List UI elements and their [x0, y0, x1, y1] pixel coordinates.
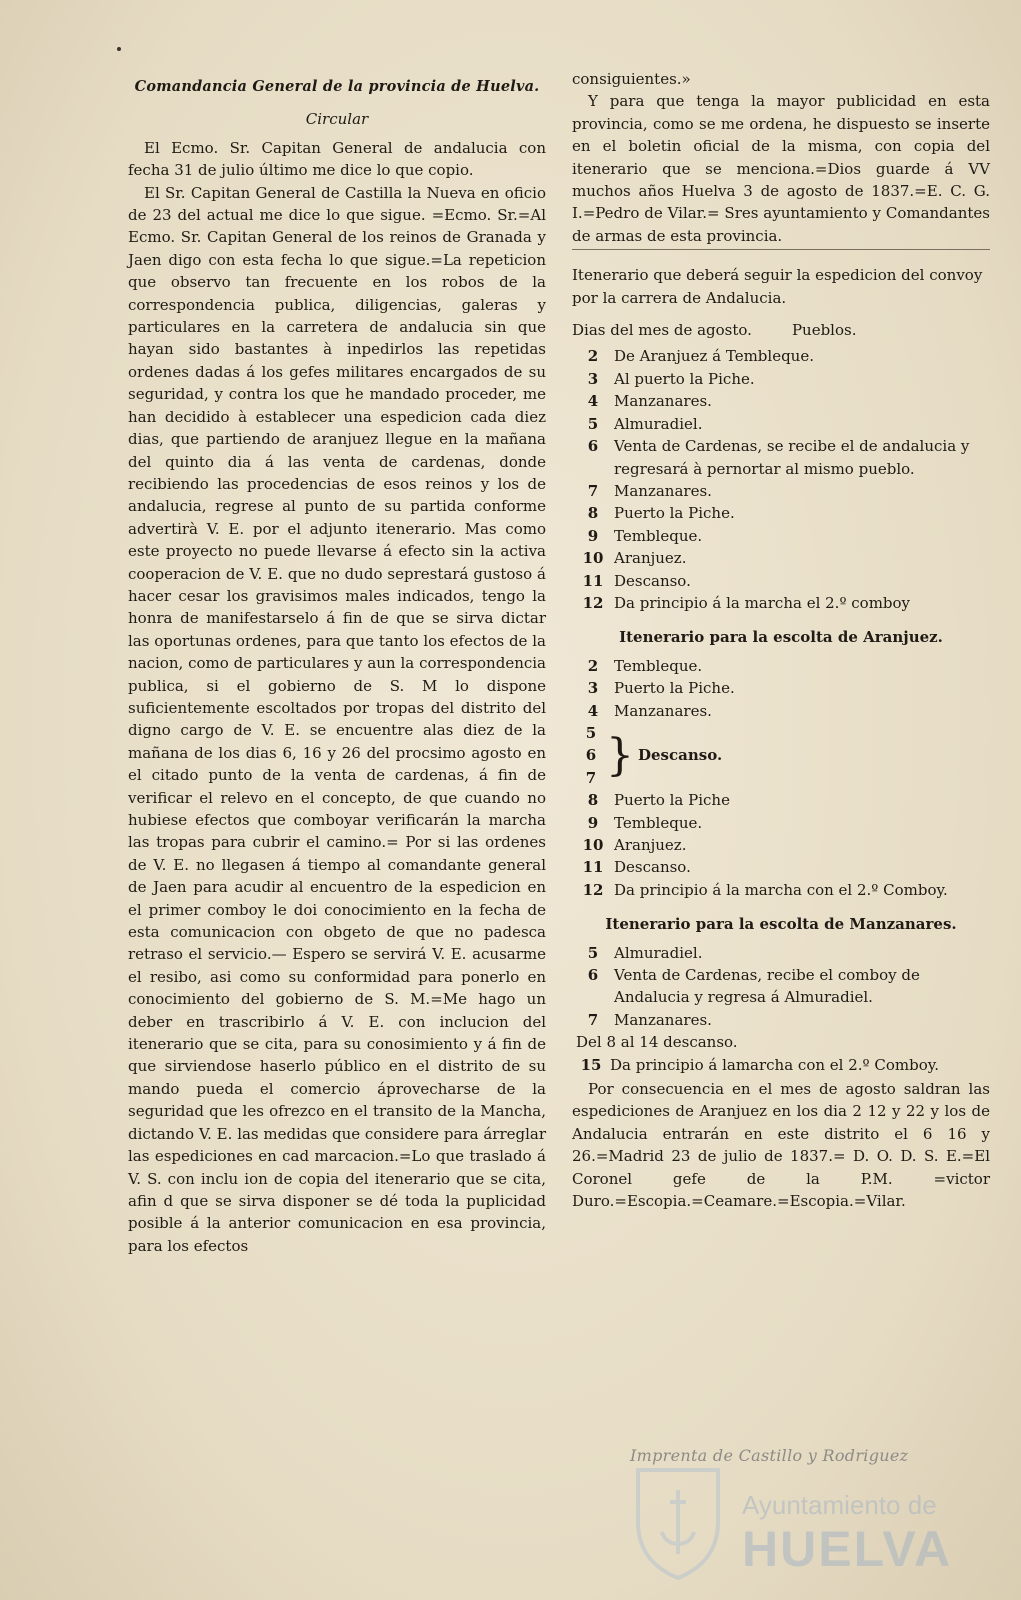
day-cell: 7 — [587, 1010, 599, 1029]
itinerary-row — [572, 390, 990, 412]
day-cell: 3 — [587, 679, 599, 698]
itinerary-3-table — [572, 942, 990, 1032]
day-cell: 5 — [587, 414, 599, 433]
place-cell: Manzanares. — [614, 481, 712, 500]
day-cell: 11 — [582, 858, 604, 877]
itinerary-row — [572, 547, 990, 569]
circular-title: Circular — [305, 110, 369, 129]
place-cell: Manzanares. — [614, 1010, 712, 1029]
itinerary-row — [572, 502, 990, 524]
printer-imprint: Imprenta de Castillo y Rodriguez — [630, 1446, 909, 1465]
day-cell: 3 — [587, 369, 599, 388]
day-cell: 11 — [582, 571, 604, 590]
left-column — [128, 68, 546, 1257]
itinerary-2-table-top — [572, 655, 990, 722]
day-cell: 6 — [587, 437, 599, 456]
day-cell: 4 — [587, 701, 599, 720]
brace-place: Descanso. — [638, 746, 723, 765]
itinerary-row — [572, 592, 990, 614]
place-cell: Al puerto la Piche. — [614, 369, 755, 388]
place-cell: Tembleque. — [614, 526, 703, 545]
day-cell: 6 — [587, 966, 599, 985]
place-cell: Da principio á la marcha con el 2.º Comboy. — [614, 880, 948, 899]
itinerary-row — [572, 942, 990, 964]
day-cell: 10 — [582, 549, 604, 568]
itinerary-row — [572, 834, 990, 856]
itinerary-row — [572, 812, 990, 834]
itinerary-row — [572, 435, 990, 480]
itinerary-2-title: Itenerario para la escolta de Aranjuez. — [619, 628, 943, 647]
place-cell: Da principio á la marcha el 2.º comboy — [614, 593, 911, 612]
place-cell: Descanso. — [614, 858, 691, 877]
day-cell: 2 — [587, 656, 599, 675]
itinerary-row — [572, 345, 990, 367]
ink-spot — [117, 47, 121, 51]
place-cell: Manzanares. — [614, 701, 712, 720]
day-cell: 10 — [582, 836, 604, 854]
day-cell: 8 — [587, 504, 599, 523]
place-cell: De Aranjuez á Tembleque. — [614, 347, 814, 366]
city-shield-icon — [628, 1462, 728, 1580]
itinerary-1-towns-header: Pueblos. — [791, 321, 857, 340]
right-column — [572, 68, 990, 1213]
place-cell: Da principio á lamarcha con el 2.º Comboy. — [610, 1055, 939, 1074]
place-cell: Manzanares. — [614, 392, 712, 411]
itinerary-row — [572, 789, 990, 811]
day-cell: 12 — [582, 880, 604, 899]
itinerary-2-brace-group — [572, 722, 990, 789]
right-intro-paragraph: Y para que tenga la mayor publicidad en esta provincia, como se me ordena, he dispuesto se inserte en el boletin oficial de la misma, con copia del itenerario que se menciona.=Dios guarde á VV muchos años Huelva 3 de agosto de 1837.=E. C. G. I.=Pedro de Vilar.= Sres ayuntamiento y Comandantes de armas de esta provincia. — [572, 92, 990, 245]
closing-paragraph: Por consecuencia en el mes de agosto saldran las espediciones de Aranjuez en los dia 2 12 y 22 y los de Andalucia entrarán en este distrito el 6 16 y 26.=Madrid 23 de julio de 1837.= D. O. D. S. E.=El Coronel gefe de la P.M. =victor Duro.=Escopia.=Ceamare.=Escopia.=Vilar. — [572, 1080, 990, 1211]
left-paragraph-1: El Ecmo. Sr. Capitan General de andalucia con fecha 31 de julio último me dice lo que copio. — [128, 138, 546, 180]
watermark-line-2: HUELVA — [742, 1521, 953, 1577]
itinerary-row — [572, 413, 990, 435]
document-header: Comandancia General de la provincia de Huelva. — [134, 78, 540, 95]
itinerary-1-days-header: Dias del mes de agosto. — [572, 321, 752, 340]
watermark — [620, 1460, 1000, 1580]
itinerary-row — [572, 1009, 990, 1031]
day-cell: 7 — [587, 481, 599, 500]
itinerary-1-title: Itenerario que deberá seguir la espedicion del convoy por la carrera de Andalucia. — [572, 266, 983, 307]
brace-day: 7 — [585, 768, 597, 787]
day-cell: 12 — [582, 593, 604, 612]
place-cell: Puerto la Piche. — [614, 504, 735, 523]
itinerary-row — [572, 525, 990, 547]
day-cell: 8 — [587, 791, 599, 810]
divider — [572, 249, 990, 250]
itinerary-2-table-bottom — [572, 789, 990, 901]
itinerary-row — [572, 700, 990, 722]
place-cell: Tembleque. — [614, 656, 703, 675]
brace-day: 6 — [585, 746, 597, 765]
itinerary-row — [572, 856, 990, 878]
place-cell: Venta de Cardenas, recibe el comboy de Andalucia y regresa á Almuradiel. — [614, 966, 920, 1007]
itinerary-row — [572, 655, 990, 677]
place-cell: Almuradiel. — [614, 943, 703, 962]
itinerary-row — [572, 964, 990, 1009]
itinerary-3-last-row — [572, 1054, 990, 1076]
place-cell: Almuradiel. — [614, 414, 703, 433]
place-cell: Aranjuez. — [614, 549, 687, 568]
place-cell: Tembleque. — [614, 813, 703, 832]
place-cell: Puerto la Piche — [614, 791, 730, 810]
day-cell: 4 — [587, 392, 599, 411]
place-cell: Puerto la Piche. — [614, 679, 735, 698]
brace-days — [580, 722, 602, 789]
day-cell: 9 — [587, 526, 599, 545]
itinerary-1-table — [572, 345, 990, 614]
place-cell: Venta de Cardenas, se recibe el de andalucia y regresará à pernortar al mismo pueblo. — [614, 437, 970, 478]
place-cell: Aranjuez. — [614, 836, 687, 854]
itinerary-3-title: Itenerario para la escolta de Manzanares. — [605, 915, 957, 934]
itinerary-row — [572, 480, 990, 502]
brace-day: 5 — [585, 723, 597, 742]
left-paragraph-2: El Sr. Capitan General de Castilla la Nueva en oficio de 23 del actual me dice lo que sigue. =Ecmo. Sr.=Al Ecmo. Sr. Capitan General de los reinos de Granada y Jaen digo con esta fecha lo que sigue.=La repeticion que observo tan frecuente en los robos de la correspondencia publica, diligencias, galeras y particulares en la carretera de andalucia sin que hayan sido bastantes à inpedirlos las repetidas ordenes dadas á los gefes militares encargados de su seguridad, y contra los que he mandado proceder, me han decidido à establecer una espedicion cada diez dias, que partiendo de aranjuez llegue en la mañana del quinto dia á las venta de cardenas, donde recibiendo las procedencias de esos reinos y los de andalucia, regrese al punto de su partida conforme advertirà V. E. por el adjunto itenerario. Mas como este proyecto no puede llevarse á efecto sin la activa cooperacion de V. E. que no dudo seprestará gustoso á hacer cesar los gravisimos males indicados, tengo la honra de manifestarselo á fin de que se sirva dictar las oportunas ordenes, para que tanto los efectos de la nacion, como de particulares y aun la correspondencia publica, si el gobierno de S. M lo dispone suficientemente escoltados por tropas del distrito del digno cargo de V. E. se encuentre alas diez de la mañana de los dias 6, 16 y 26 del procsimo agosto en el citado punto de la venta de cardenas, á fin de verificar el relevo en el concepto, de que cuando no hubiese efectos que comboyar verificarán la marcha las tropas para cubrir el camino.= Por si las ordenes de V. E. no llegasen á tiempo al comandante general de Jaen para acudir al encuentro de la espedicion en el primer comboy le doi conocimiento en la fecha de esta comunicacion con obgeto de que no padesca retraso el servicio.— Espero se servirá V. E. acusarme el resibo, asi como su conformidad para ponerlo en conocimiento del gobierno de S. M.=Me hago un deber en trascribirlo á V. E. con inclucion del itenerario que se cita, para su conosimiento y á fin de que sirviendose haserlo público en el distrito de su mando pueda el comercio áprovecharse de la seguridad que les ofrezco en el transito de la Mancha, dictando V. E. las medidas que considere para árreglar las espediciones en cad marcacion.=Lo que traslado á V. S. con inclu ion de copia del itenerario que se cita, afin d que se sirva disponer se dé toda la puplicidad posible á la anterior comunicacion en esa provincia, para los efectos — [128, 183, 546, 1255]
itinerary-row — [572, 879, 990, 901]
day-cell: 2 — [587, 347, 599, 366]
itinerary-row — [572, 677, 990, 699]
day-cell: 15 — [580, 1055, 602, 1074]
curly-brace: } — [606, 729, 634, 781]
itinerary-row — [572, 570, 990, 592]
itinerary-1-headers — [572, 319, 990, 341]
day-cell: 5 — [587, 943, 599, 962]
watermark-line-1: Ayuntamiento de — [742, 1490, 937, 1520]
day-cell: 9 — [587, 813, 599, 832]
itinerary-3-rest: Del 8 al 14 descanso. — [576, 1033, 738, 1052]
right-continuation: consiguientes.» — [572, 70, 691, 88]
itinerary-row — [572, 368, 990, 390]
place-cell: Descanso. — [614, 571, 691, 590]
